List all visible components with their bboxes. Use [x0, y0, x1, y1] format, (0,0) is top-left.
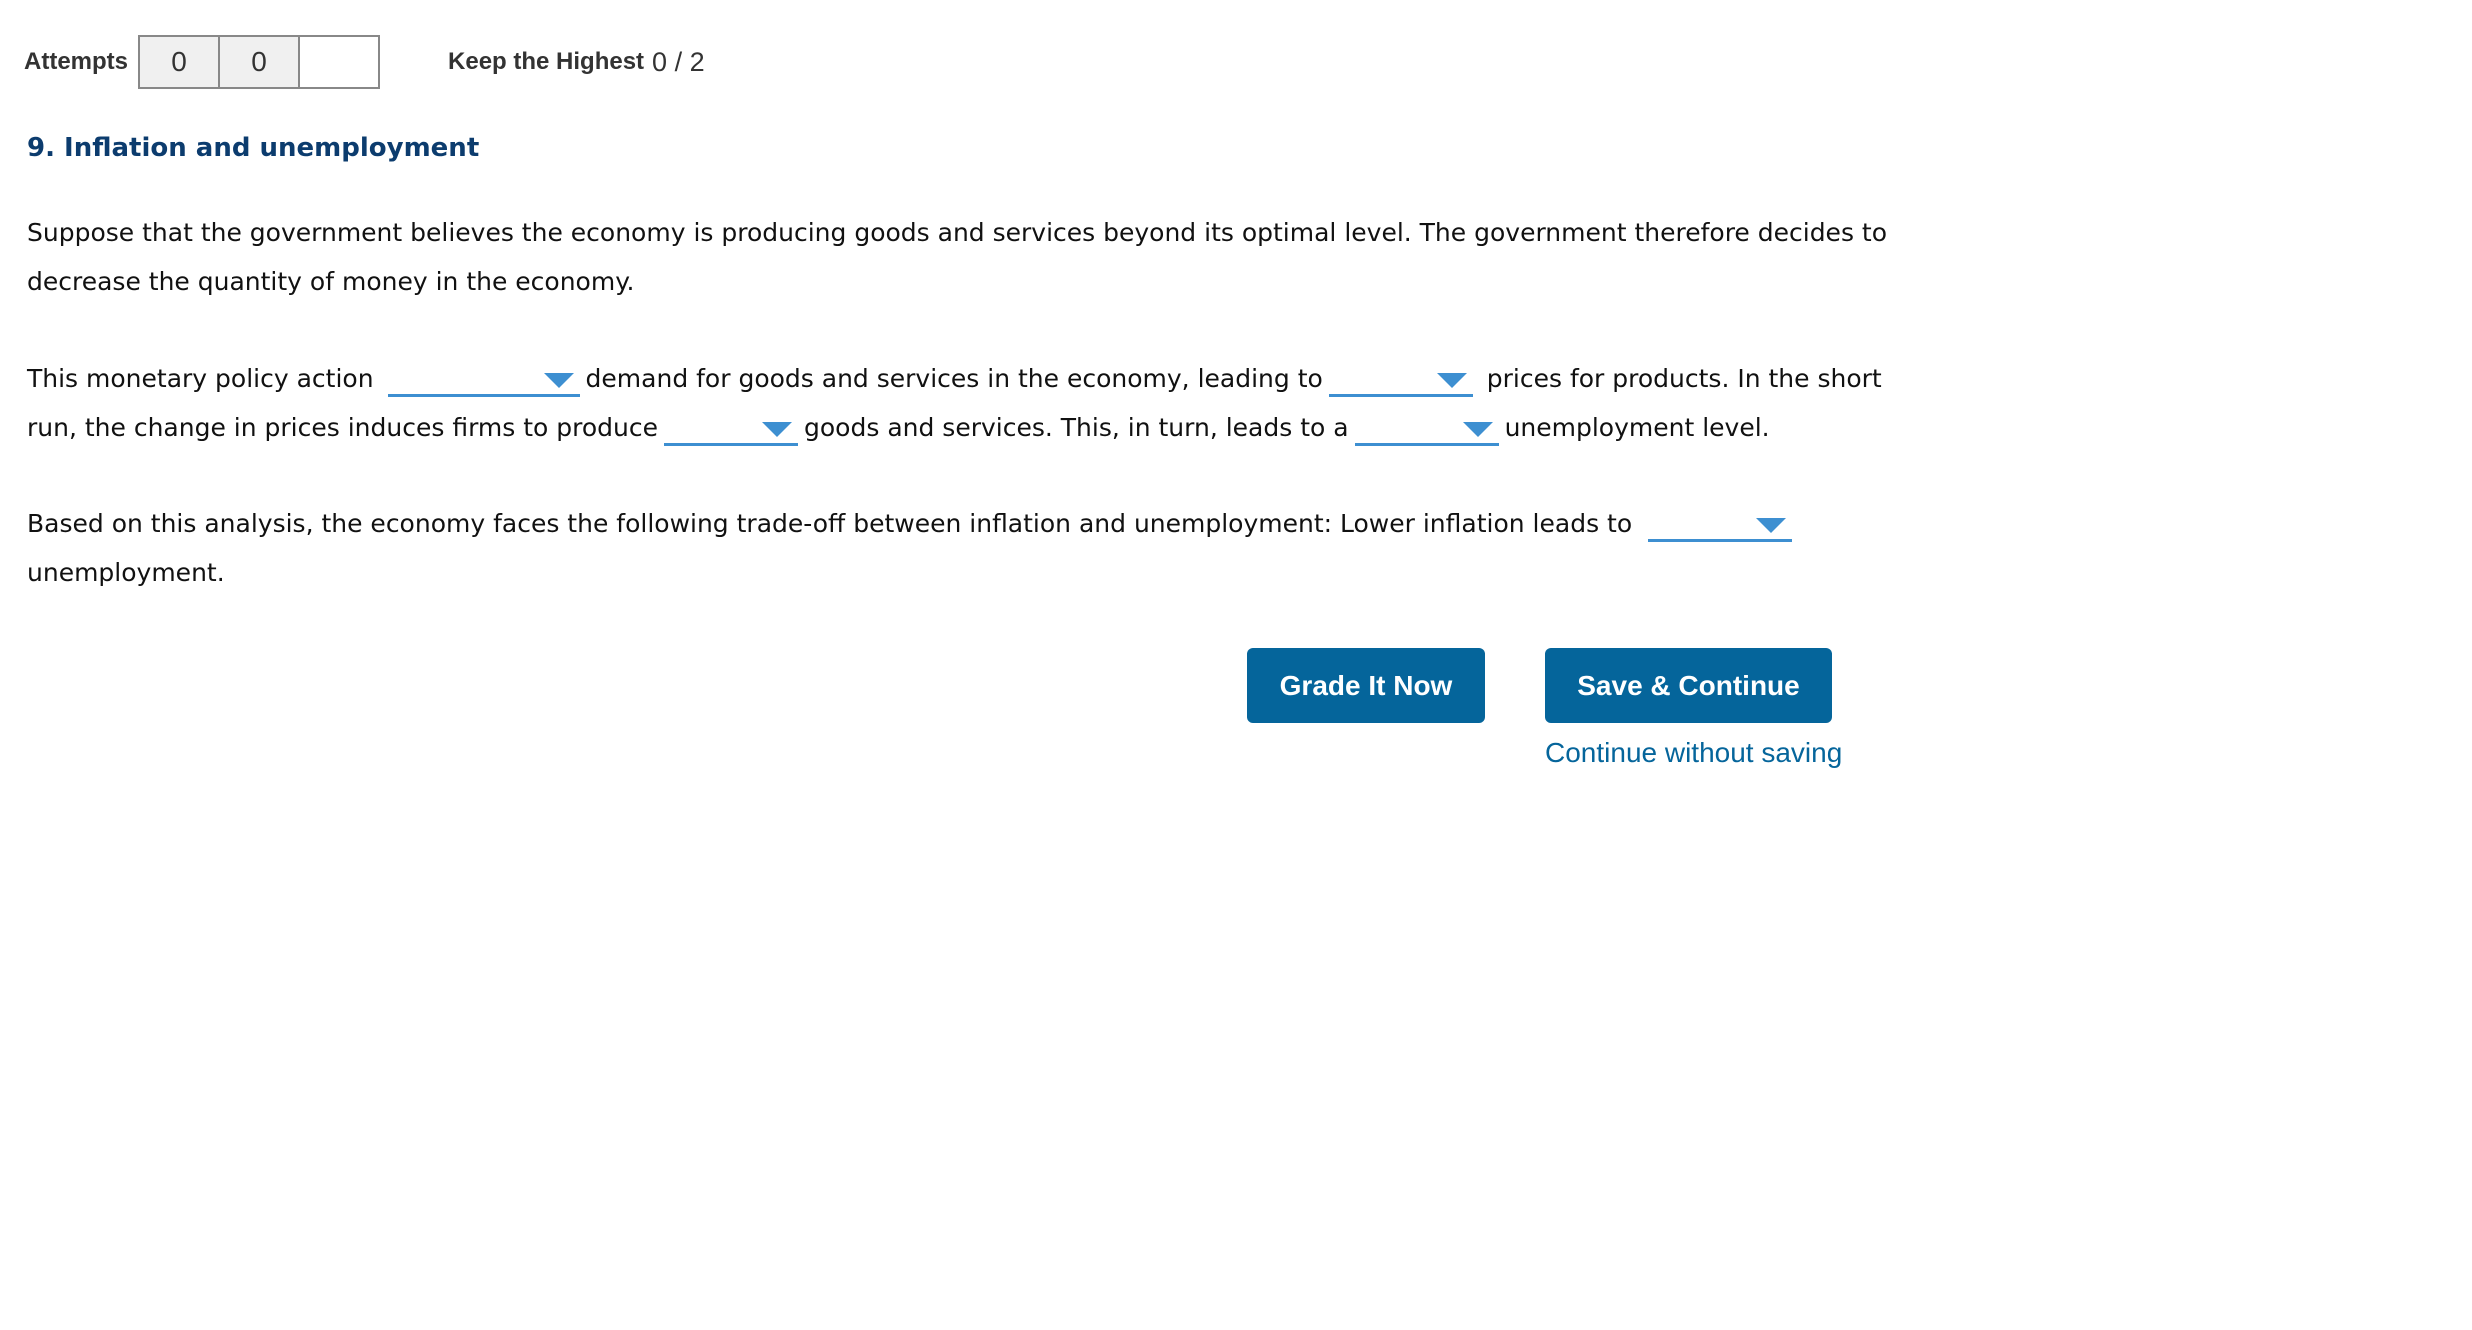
price-change-dropdown[interactable]	[1329, 364, 1473, 397]
attempt-box	[298, 35, 380, 89]
attempt-boxes	[138, 35, 380, 89]
question-text: This monetary policy action	[27, 364, 374, 393]
question-title: 9. Inflation and unemployment	[27, 133, 480, 163]
question-text: unemployment.	[27, 557, 225, 587]
output-change-dropdown[interactable]	[664, 413, 798, 446]
continue-without-saving-link[interactable]: Continue without saving	[1545, 737, 1843, 768]
chevron-down-icon	[1756, 518, 1786, 533]
save-and-continue-button[interactable]: Save & Continue	[1545, 648, 1832, 723]
question-text: demand for goods and services in the economy, leading to	[585, 364, 1323, 393]
chevron-down-icon	[1463, 422, 1493, 437]
question-part-2	[27, 500, 1907, 597]
tradeoff-dropdown[interactable]	[1648, 509, 1792, 542]
attempts-label: Attempts	[24, 48, 129, 75]
question-text: unemployment level.	[1504, 412, 1770, 442]
chevron-down-icon	[544, 373, 574, 388]
question-text: goods and services. This, in turn, leads to a	[804, 412, 1349, 442]
unemployment-level-dropdown[interactable]	[1355, 413, 1499, 446]
keep-highest-label: Keep the Highest	[448, 48, 645, 75]
score: 0 / 2	[652, 46, 705, 77]
attempt-box: 0	[138, 35, 220, 89]
attempts-bar	[24, 36, 705, 88]
chevron-down-icon	[1437, 373, 1467, 388]
question-text: Based on this analysis, the economy faces the following trade-off between inflation and unemployment: Lower inflation leads to	[27, 509, 1633, 538]
grade-it-now-button[interactable]: Grade It Now	[1247, 648, 1485, 723]
question-text: prices for products. In the short run, the change in prices induces firms to produce	[27, 364, 1882, 442]
attempt-box: 0	[218, 35, 300, 89]
chevron-down-icon	[762, 422, 792, 437]
demand-change-dropdown[interactable]	[388, 364, 580, 397]
question-part-1	[27, 355, 1907, 452]
question-intro: Suppose that the government believes the economy is producing goods and services beyond its optimal level. The government therefore decides to decrease the quantity of money in the economy.	[27, 218, 1888, 296]
